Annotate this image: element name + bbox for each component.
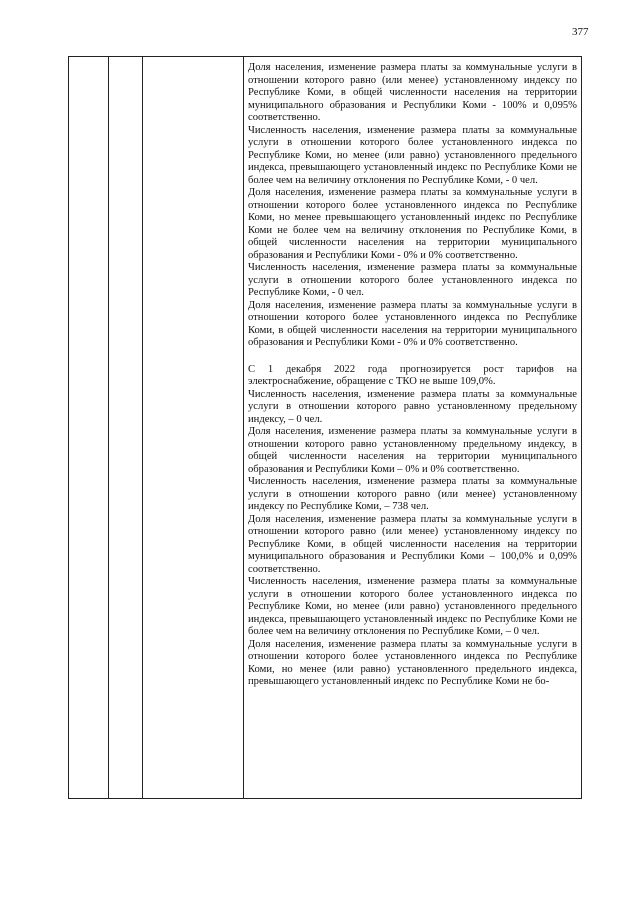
table-column-2: [109, 57, 143, 798]
paragraph: Численность населения, изменение размера платы за коммунальные услуги в отношении которого равно установленному предельному индексу, – 0 чел.: [248, 388, 577, 425]
paragraph: Доля населения, изменение размера платы за коммунальные услуги в отношении которого более установленного индекса по Республике Коми, в общей численности населения на территории муниципального образования и Республики Коми - 0% и 0% соответственно.: [248, 299, 577, 348]
paragraph: С 1 декабря 2022 года прогнозируется рост тарифов на электроснабжение, обращение с ТКО не выше 109,0%.: [248, 363, 577, 387]
table-column-number: [69, 57, 109, 798]
paragraph: Доля населения, изменение размера платы за коммунальные услуги в отношении которого равно (или менее) установленному индексу по Республике Коми, в общей численности населения на территории муниципального образования и Республики Коми – 100,0% и 0,09% соответственно.: [248, 513, 577, 575]
paragraph: Доля населения, изменение размера платы за коммунальные услуги в отношении которого более установленного индекса по Республике Коми, но менее превышающего установленный индекс по Республике Коми не более чем на величину отклонения по Республике Коми, в общей численности населения на территории муниципального образования и Республики Коми - 0% и 0% соответственно.: [248, 187, 577, 261]
page-number: 377: [572, 26, 589, 38]
paragraph: Численность населения, изменение размера платы за коммунальные услуги в отношении которого более установленного индекса по Республике Коми, но менее (или равно) установленного предельного индекса, превышающего установленный индекс по Республике Коми не более чем на величину отклонения по Республике Коми, - 0 чел.: [248, 124, 577, 186]
paragraph: Численность населения, изменение размера платы за коммунальные услуги в отношении которого более установленного индекса по Республике Коми, - 0 чел.: [248, 262, 577, 298]
paragraph: Доля населения, изменение размера платы за коммунальные услуги в отношении которого равно установленному предельному индексу, в общей численности населения на территории муниципального образования и Республики Коми – 0% и 0% соответственно.: [248, 426, 577, 475]
paragraph: Доля населения, изменение размера платы за коммунальные услуги в отношении которого более установленного индекса по Республике Коми, но менее (или равно) установленного предельного индекса, превышающего установленный индекс по Республике Коми не бо-: [248, 638, 577, 687]
paragraph: Доля населения, изменение размера платы за коммунальные услуги в отношении которого равно (или менее) установленному индексу по Республике Коми, в общей численности населения на территории муниципального образования и Республики Коми - 100% и 0,095% соответственно.: [248, 62, 577, 123]
document-table: [68, 56, 582, 799]
table-column-text: [244, 57, 581, 798]
paragraph: Численность населения, изменение размера платы за коммунальные услуги в отношении которого равно (или менее) установленному индексу по Республике Коми, – 738 чел.: [248, 476, 577, 512]
paragraph: Численность населения, изменение размера платы за коммунальные услуги в отношении которого более установленного индекса по Республике Коми, но менее (или равно) установленного предельного индекса, превышающего установленный индекс по Республике Коми не более чем на величину отклонения по Республике Коми, – 0 чел.: [248, 576, 577, 637]
table-column-3: [143, 57, 244, 798]
